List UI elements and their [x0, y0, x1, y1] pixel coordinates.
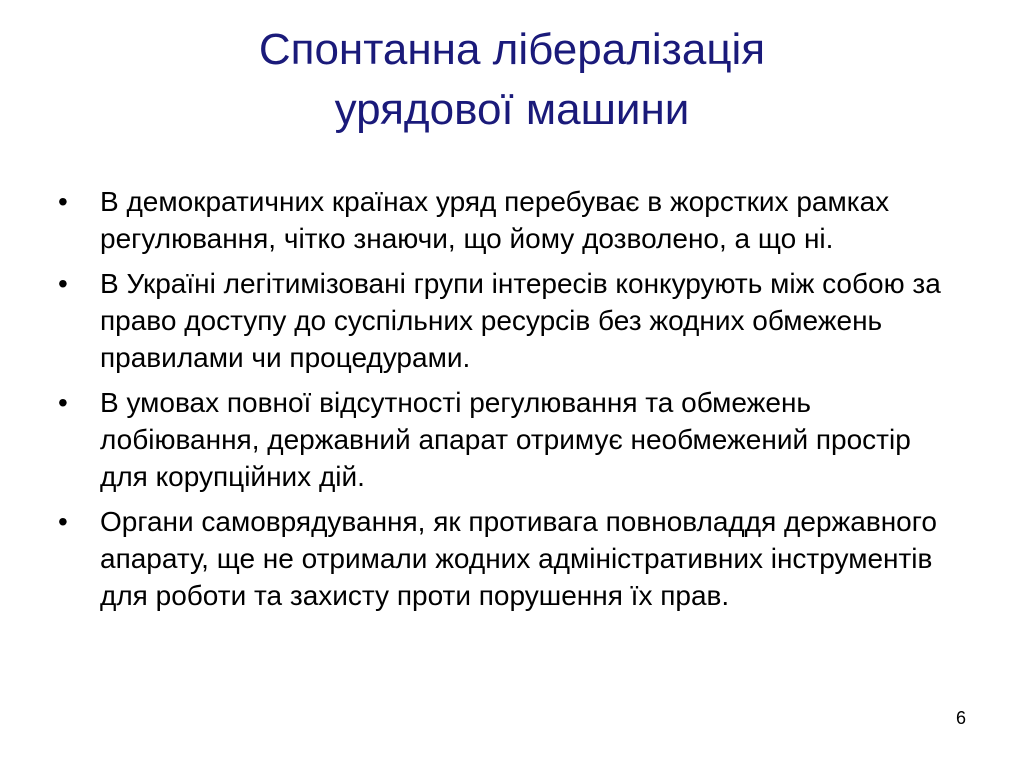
bullet-dot-icon: • — [58, 387, 68, 418]
bullet-dot-icon: • — [58, 268, 68, 299]
bullet-item — [58, 384, 958, 495]
bullet-text: В Україні легітимізовані групи інтересів конкурують між собою за право доступу до суспільних ресурсів без жодних обмежень правилами чи процедурами. — [100, 268, 941, 373]
bullet-text: Органи самоврядування, як противага повновладдя державного апарату, ще не отримали жодних адміністративних інструментів для роботи та захисту проти порушення їх прав. — [100, 506, 937, 611]
title-line-1: Спонтанна лібералізація — [258, 25, 766, 74]
bullet-text: В умовах повної відсутності регулювання та обмежень лобіювання, державний апарат отримує необмежений простір для корупційних дій. — [100, 387, 911, 492]
bullet-item — [58, 503, 958, 614]
bullet-list — [58, 183, 958, 622]
bullet-dot-icon: • — [58, 506, 68, 537]
bullet-item — [58, 265, 958, 376]
bullet-text: В демократичних країнах уряд перебуває в жорстких рамках регулювання, чітко знаючи, що йому дозволено, а що ні. — [100, 186, 890, 254]
bullet-item — [58, 183, 958, 257]
bullet-dot-icon: • — [58, 186, 68, 217]
slide-title — [60, 20, 964, 140]
title-line-2: урядової машини — [334, 85, 690, 134]
page-number: 6 — [955, 708, 966, 728]
